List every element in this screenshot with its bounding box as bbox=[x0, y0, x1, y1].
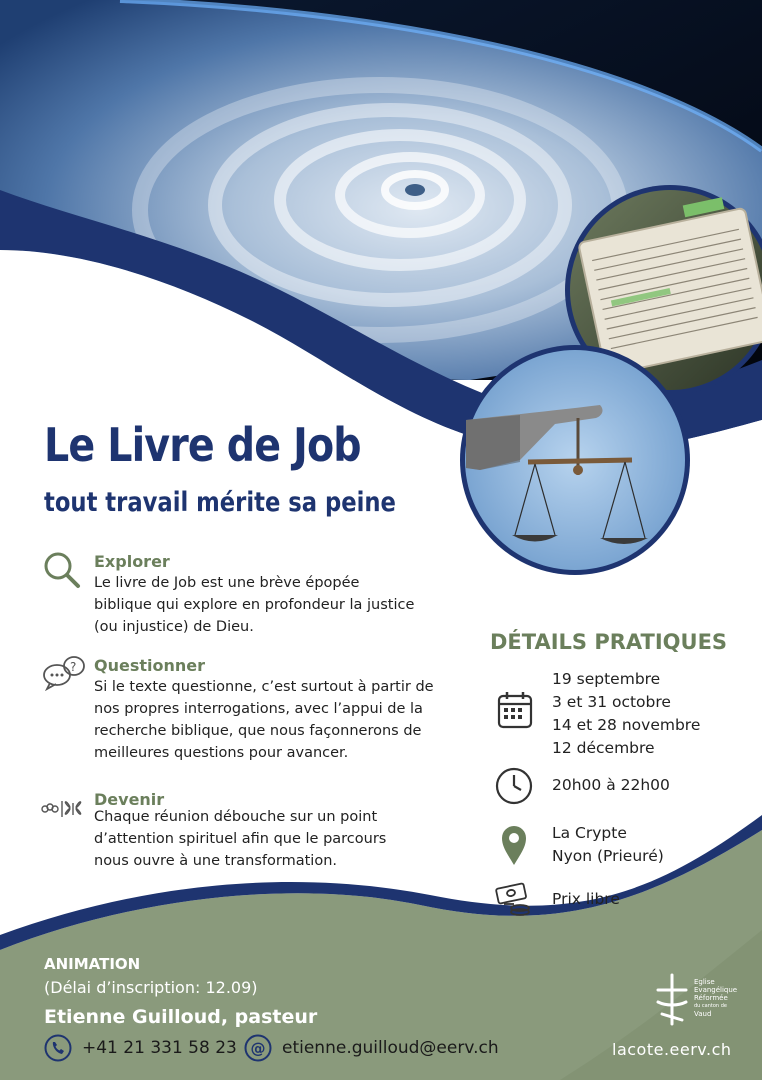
section-text-questionner bbox=[94, 676, 484, 764]
phone-icon bbox=[44, 1034, 72, 1062]
time-text: 20h00 à 22h00 bbox=[552, 776, 670, 794]
text-line: d’attention spirituel afin que le parcours bbox=[94, 831, 387, 847]
at-sign-icon bbox=[244, 1034, 272, 1062]
svg-text:?: ? bbox=[70, 660, 77, 674]
details-heading: DÉTAILS PRATIQUES bbox=[490, 630, 728, 654]
date-line: 19 septembre bbox=[552, 670, 661, 688]
text-line: nos propres interrogations, avec l’appui de la bbox=[94, 701, 423, 717]
magnifier-icon bbox=[42, 550, 82, 590]
page-title: Le Livre de Job bbox=[44, 418, 361, 472]
caterpillar-butterfly-icon bbox=[40, 795, 86, 821]
section-title-devenir: Devenir bbox=[94, 790, 165, 809]
page-subtitle: tout travail mérite sa peine bbox=[44, 487, 396, 518]
calendar-icon bbox=[496, 690, 534, 730]
text-line: Le livre de Job est une brève épopée bbox=[94, 575, 360, 591]
section-text-devenir bbox=[94, 806, 474, 872]
price-text: Prix libre bbox=[552, 890, 620, 908]
phone-number[interactable]: +41 21 331 58 23 bbox=[82, 1038, 237, 1058]
text-line: biblique qui explore en profondeur la justice bbox=[94, 597, 415, 613]
registration-deadline: (Délai d’inscription: 12.09) bbox=[44, 978, 258, 997]
date-line: 14 et 28 novembre bbox=[552, 716, 701, 734]
logo-line: du canton de bbox=[694, 1003, 727, 1009]
text-line: Chaque réunion débouche sur un point bbox=[94, 809, 378, 825]
speech-bubbles-icon bbox=[42, 653, 86, 691]
logo-line: Evangélique bbox=[694, 986, 738, 994]
place-line: La Crypte bbox=[552, 824, 627, 842]
eerv-logo-icon bbox=[652, 972, 692, 1028]
location-pin-icon bbox=[500, 824, 528, 866]
date-line: 12 décembre bbox=[552, 739, 655, 757]
animator-name: Etienne Guilloud, pasteur bbox=[44, 1006, 318, 1028]
email-link[interactable]: etienne.guilloud@eerv.ch bbox=[282, 1038, 499, 1058]
logo-line: Réformée bbox=[694, 994, 728, 1002]
dates-list bbox=[552, 668, 700, 760]
text-line: meilleures questions pour avancer. bbox=[94, 745, 349, 761]
section-title-questionner: Questionner bbox=[94, 656, 206, 675]
logo-line: Vaud bbox=[694, 1010, 712, 1018]
place-text bbox=[552, 822, 664, 868]
section-title-explorer: Explorer bbox=[94, 552, 170, 571]
text-line: recherche biblique, que nous façonnerons de bbox=[94, 723, 422, 739]
place-line: Nyon (Prieuré) bbox=[552, 847, 664, 865]
section-text-explorer bbox=[94, 572, 474, 638]
clock-icon bbox=[494, 766, 534, 806]
text-line: (ou injustice) de Dieu. bbox=[94, 619, 254, 635]
svg-text:@: @ bbox=[250, 1039, 266, 1058]
animation-label: ANIMATION bbox=[44, 955, 141, 973]
logo-text bbox=[694, 978, 737, 1018]
text-line: Si le texte questionne, c’est surtout à partir de bbox=[94, 679, 434, 695]
text-line: nous ouvre à une transformation. bbox=[94, 853, 337, 869]
money-icon bbox=[494, 880, 534, 918]
date-line: 3 et 31 octobre bbox=[552, 693, 671, 711]
website-link[interactable]: lacote.eerv.ch bbox=[612, 1040, 732, 1059]
logo-line: Eglise bbox=[694, 978, 715, 986]
